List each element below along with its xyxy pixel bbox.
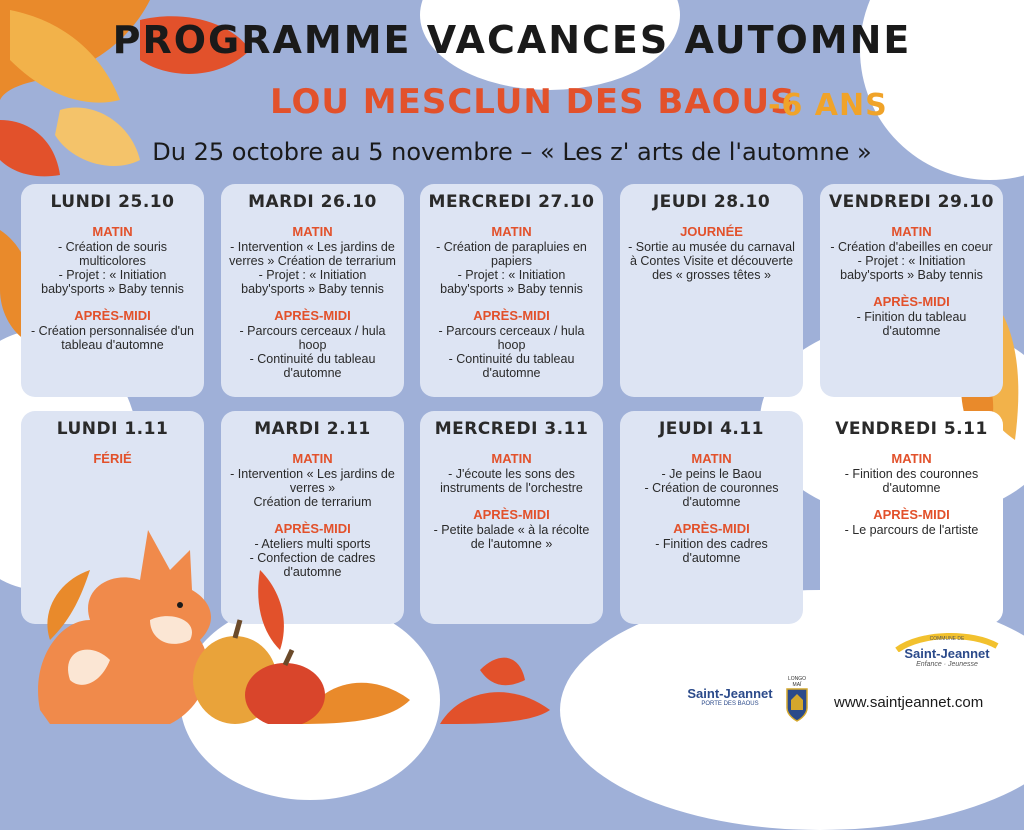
afternoon-label: APRÈS-MIDI bbox=[473, 507, 550, 522]
day-card bbox=[420, 184, 603, 397]
activity: Création de terrarium bbox=[253, 495, 372, 509]
morning-label: MATIN bbox=[292, 451, 333, 466]
holiday-label: FÉRIÉ bbox=[93, 451, 132, 466]
crest-shield-icon bbox=[786, 688, 808, 722]
day-heading: LUNDI 1.11 bbox=[56, 419, 169, 439]
activity: - Continuité du tableau d'automne bbox=[448, 352, 575, 380]
day-card bbox=[820, 411, 1003, 624]
activity: - Création de souris multicolores bbox=[57, 240, 168, 268]
afternoon-label: APRÈS-MIDI bbox=[74, 308, 151, 323]
day-heading: MARDI 26.10 bbox=[248, 192, 377, 212]
day-heading: MERCREDI 3.11 bbox=[434, 419, 589, 439]
activity: - Confection de cadres d'automne bbox=[249, 551, 376, 579]
date-range: Du 25 octobre au 5 novembre – « Les z' arts de l'automne » bbox=[152, 138, 872, 166]
commune-name: Saint-Jeannet bbox=[904, 646, 990, 661]
commune-label: COMMUNE DE bbox=[929, 636, 965, 642]
town-logo-text: Saint-Jeannet bbox=[687, 686, 773, 701]
morning-label: MATIN bbox=[891, 451, 932, 466]
day-heading: MERCREDI 27.10 bbox=[428, 192, 595, 212]
day-heading: MARDI 2.11 bbox=[254, 419, 371, 439]
afternoon-label: APRÈS-MIDI bbox=[473, 308, 550, 323]
day-card bbox=[221, 184, 404, 397]
day-heading: VENDREDI 5.11 bbox=[835, 419, 988, 439]
day-card bbox=[21, 184, 204, 397]
day-card bbox=[820, 184, 1003, 397]
commune-sub: Enfance · Jeunesse bbox=[916, 661, 978, 668]
activity: - Finition des couronnes d'automne bbox=[844, 467, 979, 495]
activity: - Intervention « Les jardins de verres » Création de terrarium bbox=[229, 240, 396, 268]
morning-label: MATIN bbox=[491, 224, 532, 239]
day-heading: JEUDI 28.10 bbox=[652, 192, 771, 212]
fox-pumpkin-illustration bbox=[30, 510, 350, 724]
activity: - Projet : « Initiation baby'sports » Baby tennis bbox=[440, 268, 583, 296]
morning-label: MATIN bbox=[292, 224, 333, 239]
activity: - Intervention « Les jardins de verres » bbox=[230, 467, 395, 495]
activity: - Le parcours de l'artiste bbox=[844, 523, 979, 537]
morning-label: MATIN bbox=[691, 451, 732, 466]
activity: - Projet : « Initiation baby'sports » Baby tennis bbox=[840, 254, 983, 282]
morning-label: MATIN bbox=[891, 224, 932, 239]
day-heading: JEUDI 4.11 bbox=[658, 419, 765, 439]
activity: - Création de couronnes d'automne bbox=[644, 481, 779, 509]
town-logo bbox=[680, 686, 780, 707]
fullday-label: JOURNÉE bbox=[680, 224, 743, 239]
page-subtitle: LOU MESCLUN DES BAOUS bbox=[270, 82, 796, 122]
activity: - Projet : « Initiation baby'sports » Baby tennis bbox=[241, 268, 384, 296]
website-link[interactable]: www.saintjeannet.com bbox=[834, 694, 984, 711]
afternoon-label: APRÈS-MIDI bbox=[873, 294, 950, 309]
activity: - Continuité du tableau d'automne bbox=[249, 352, 376, 380]
activity: - Création personnalisée d'un tableau d'automne bbox=[31, 324, 194, 352]
page-title: PROGRAMME VACANCES AUTOMNE bbox=[112, 18, 912, 62]
activity: - Parcours cerceaux / hula hoop bbox=[239, 324, 386, 352]
activity: - Projet : « Initiation baby'sports » Baby tennis bbox=[41, 268, 184, 296]
activity: - Création de parapluies en papiers bbox=[436, 240, 587, 268]
activity: - Je peins le Baou bbox=[661, 467, 762, 481]
afternoon-label: APRÈS-MIDI bbox=[274, 308, 351, 323]
activity: - Finition du tableau d'automne bbox=[856, 310, 967, 338]
crest-text: LONGO MAÏ bbox=[787, 676, 807, 688]
activity: - J'écoute les sons des instruments de l'orchestre bbox=[440, 467, 583, 495]
crest-logo bbox=[783, 676, 811, 720]
morning-label: MATIN bbox=[92, 224, 133, 239]
activity: - Ateliers multi sports bbox=[254, 537, 371, 551]
activity: - Parcours cerceaux / hula hoop bbox=[438, 324, 585, 352]
commune-logo bbox=[892, 632, 1002, 680]
activity: - Finition des cadres d'automne bbox=[655, 537, 768, 565]
day-card bbox=[620, 411, 803, 624]
activity: - Sortie au musée du carnaval à Contes Visite et découverte des « grosses têtes » bbox=[628, 240, 795, 282]
afternoon-label: APRÈS-MIDI bbox=[873, 507, 950, 522]
day-card bbox=[620, 184, 803, 397]
afternoon-label: APRÈS-MIDI bbox=[274, 521, 351, 536]
activity: - Petite balade « à la récolte de l'automne » bbox=[433, 523, 590, 551]
town-logo-sub: PORTE DES BAOUS bbox=[701, 701, 759, 707]
day-heading: VENDREDI 29.10 bbox=[829, 192, 994, 212]
afternoon-label: APRÈS-MIDI bbox=[673, 521, 750, 536]
morning-label: MATIN bbox=[491, 451, 532, 466]
activity: - Création d'abeilles en coeur bbox=[830, 240, 993, 254]
age-badge: -6 ANS bbox=[768, 88, 888, 123]
day-card bbox=[420, 411, 603, 624]
day-heading: LUNDI 25.10 bbox=[50, 192, 175, 212]
